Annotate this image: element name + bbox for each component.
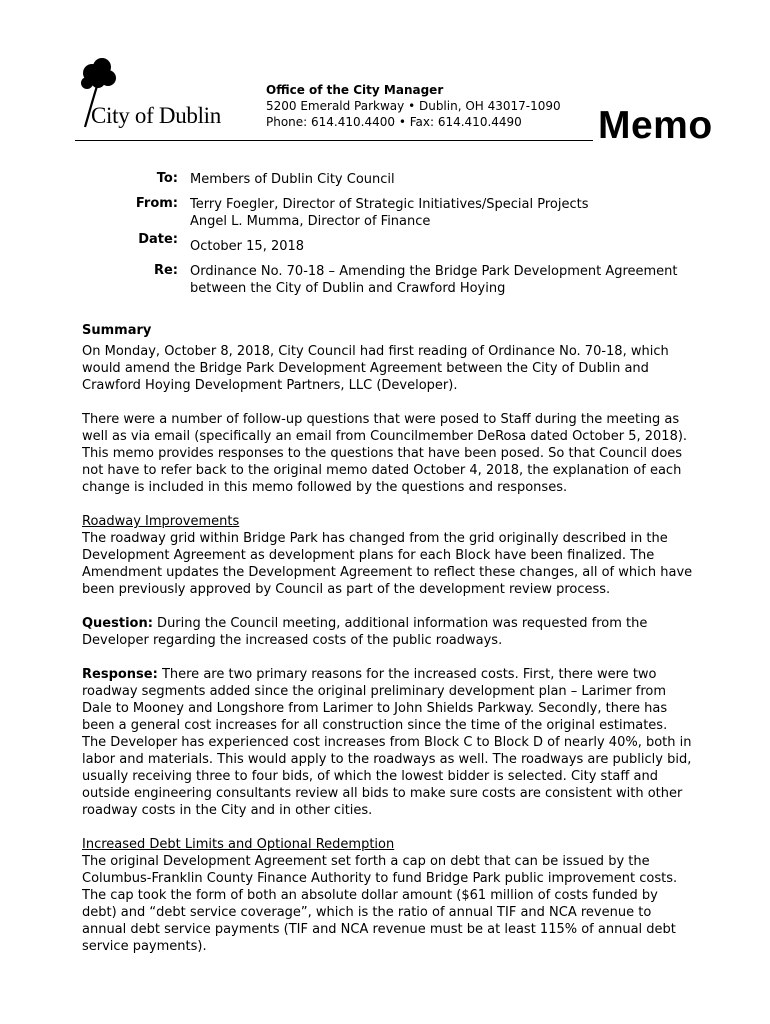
date-label: Date:: [138, 232, 178, 247]
from-line-2: Angel L. Mumma, Director of Finance: [190, 214, 431, 229]
from-label: From:: [135, 196, 178, 211]
roadway-heading: Roadway Improvements: [82, 514, 240, 529]
debt-heading: Increased Debt Limits and Optional Redemption: [82, 837, 395, 852]
office-address: 5200 Emerald Parkway • Dublin, OH 43017-1090: [266, 99, 561, 113]
from-value: [190, 196, 589, 230]
re-line-2: between the City of Dublin and Crawford Hoying: [190, 281, 506, 296]
logo-wordmark: City of Dublin: [91, 103, 221, 128]
response-text: There are two primary reasons for the increased costs. First, there were two roadway segments added since the original preliminary development plan – Larimer from Dale to Mooney and Longshore from Larimer to John Shields Parkway. Secondly, there has been a general cost increases for all construction since the time of the original estimates. The Developer has experienced cost increases from Block C to Block D of nearly 40%, both in labor and materials. This would apply to the roadways as well. The roadways are publicly bid, usually receiving three to four bids, of which the lowest bidder is selected. City staff and outside engineering consultants review all bids to make sure costs are consistent with other roadway costs in the City and in other cities.: [82, 667, 692, 818]
header-divider: [75, 140, 593, 141]
re-value: [190, 263, 678, 297]
summary-paragraph-2: There were a number of follow-up questions that were posed to Staff during the meeting as well as via email (specifically an email from Councilmember DeRosa dated October 5, 2018). This memo provides responses to the questions that have been posed. So that Council does not have to refer back to the original memo dated October 4, 2018, the explanation of each change is included in this memo followed by the questions and responses.: [82, 412, 688, 495]
to-label: To:: [156, 171, 178, 186]
office-info: [266, 82, 561, 130]
memo-body: [82, 322, 694, 972]
re-line-1: Ordinance No. 70-18 – Amending the Bridge Park Development Agreement: [190, 264, 678, 279]
office-title: Office of the City Manager: [266, 83, 444, 97]
question-label: Question:: [82, 616, 153, 631]
response-paragraph: [82, 666, 694, 819]
re-label: Re:: [153, 263, 178, 278]
response-label: Response:: [82, 667, 158, 682]
question-text: During the Council meeting, additional information was requested from the Developer regarding the increased costs of the public roadways.: [82, 616, 648, 648]
question-paragraph: [82, 615, 694, 649]
roadway-paragraph: The roadway grid within Bridge Park has changed from the grid originally described in the Development Agreement as development plans for each Block have been finalized. The Amendment updates the Development Agreement to reflect these changes, all of which have been previously approved by Council as part of the development review process.: [82, 531, 693, 597]
office-phone: Phone: 614.410.4400 • Fax: 614.410.4490: [266, 115, 522, 129]
date-value: October 15, 2018: [190, 239, 305, 254]
memo-title: Memo: [598, 104, 713, 147]
summary-heading: Summary: [82, 323, 152, 338]
debt-paragraph: The original Development Agreement set forth a cap on debt that can be issued by the Columbus-Franklin County Finance Authority to fund Bridge Park public improvement costs. The cap took the form of both an absolute dollar amount ($61 million of costs funded by debt) and “debt service coverage”, which is the ratio of annual TIF and NCA revenue to annual debt service payments (TIF and NCA revenue must be at least 115% of annual debt service payments).: [82, 854, 678, 954]
summary-paragraph-1: On Monday, October 8, 2018, City Council had first reading of Ordinance No. 70-18, which would amend the Bridge Park Development Agreement between the City of Dublin and Crawford Hoying Development Partners, LLC (Developer).: [82, 344, 669, 393]
from-line-1: Terry Foegler, Director of Strategic Initiatives/Special Projects: [190, 197, 589, 212]
to-value: Members of Dublin City Council: [190, 172, 395, 187]
